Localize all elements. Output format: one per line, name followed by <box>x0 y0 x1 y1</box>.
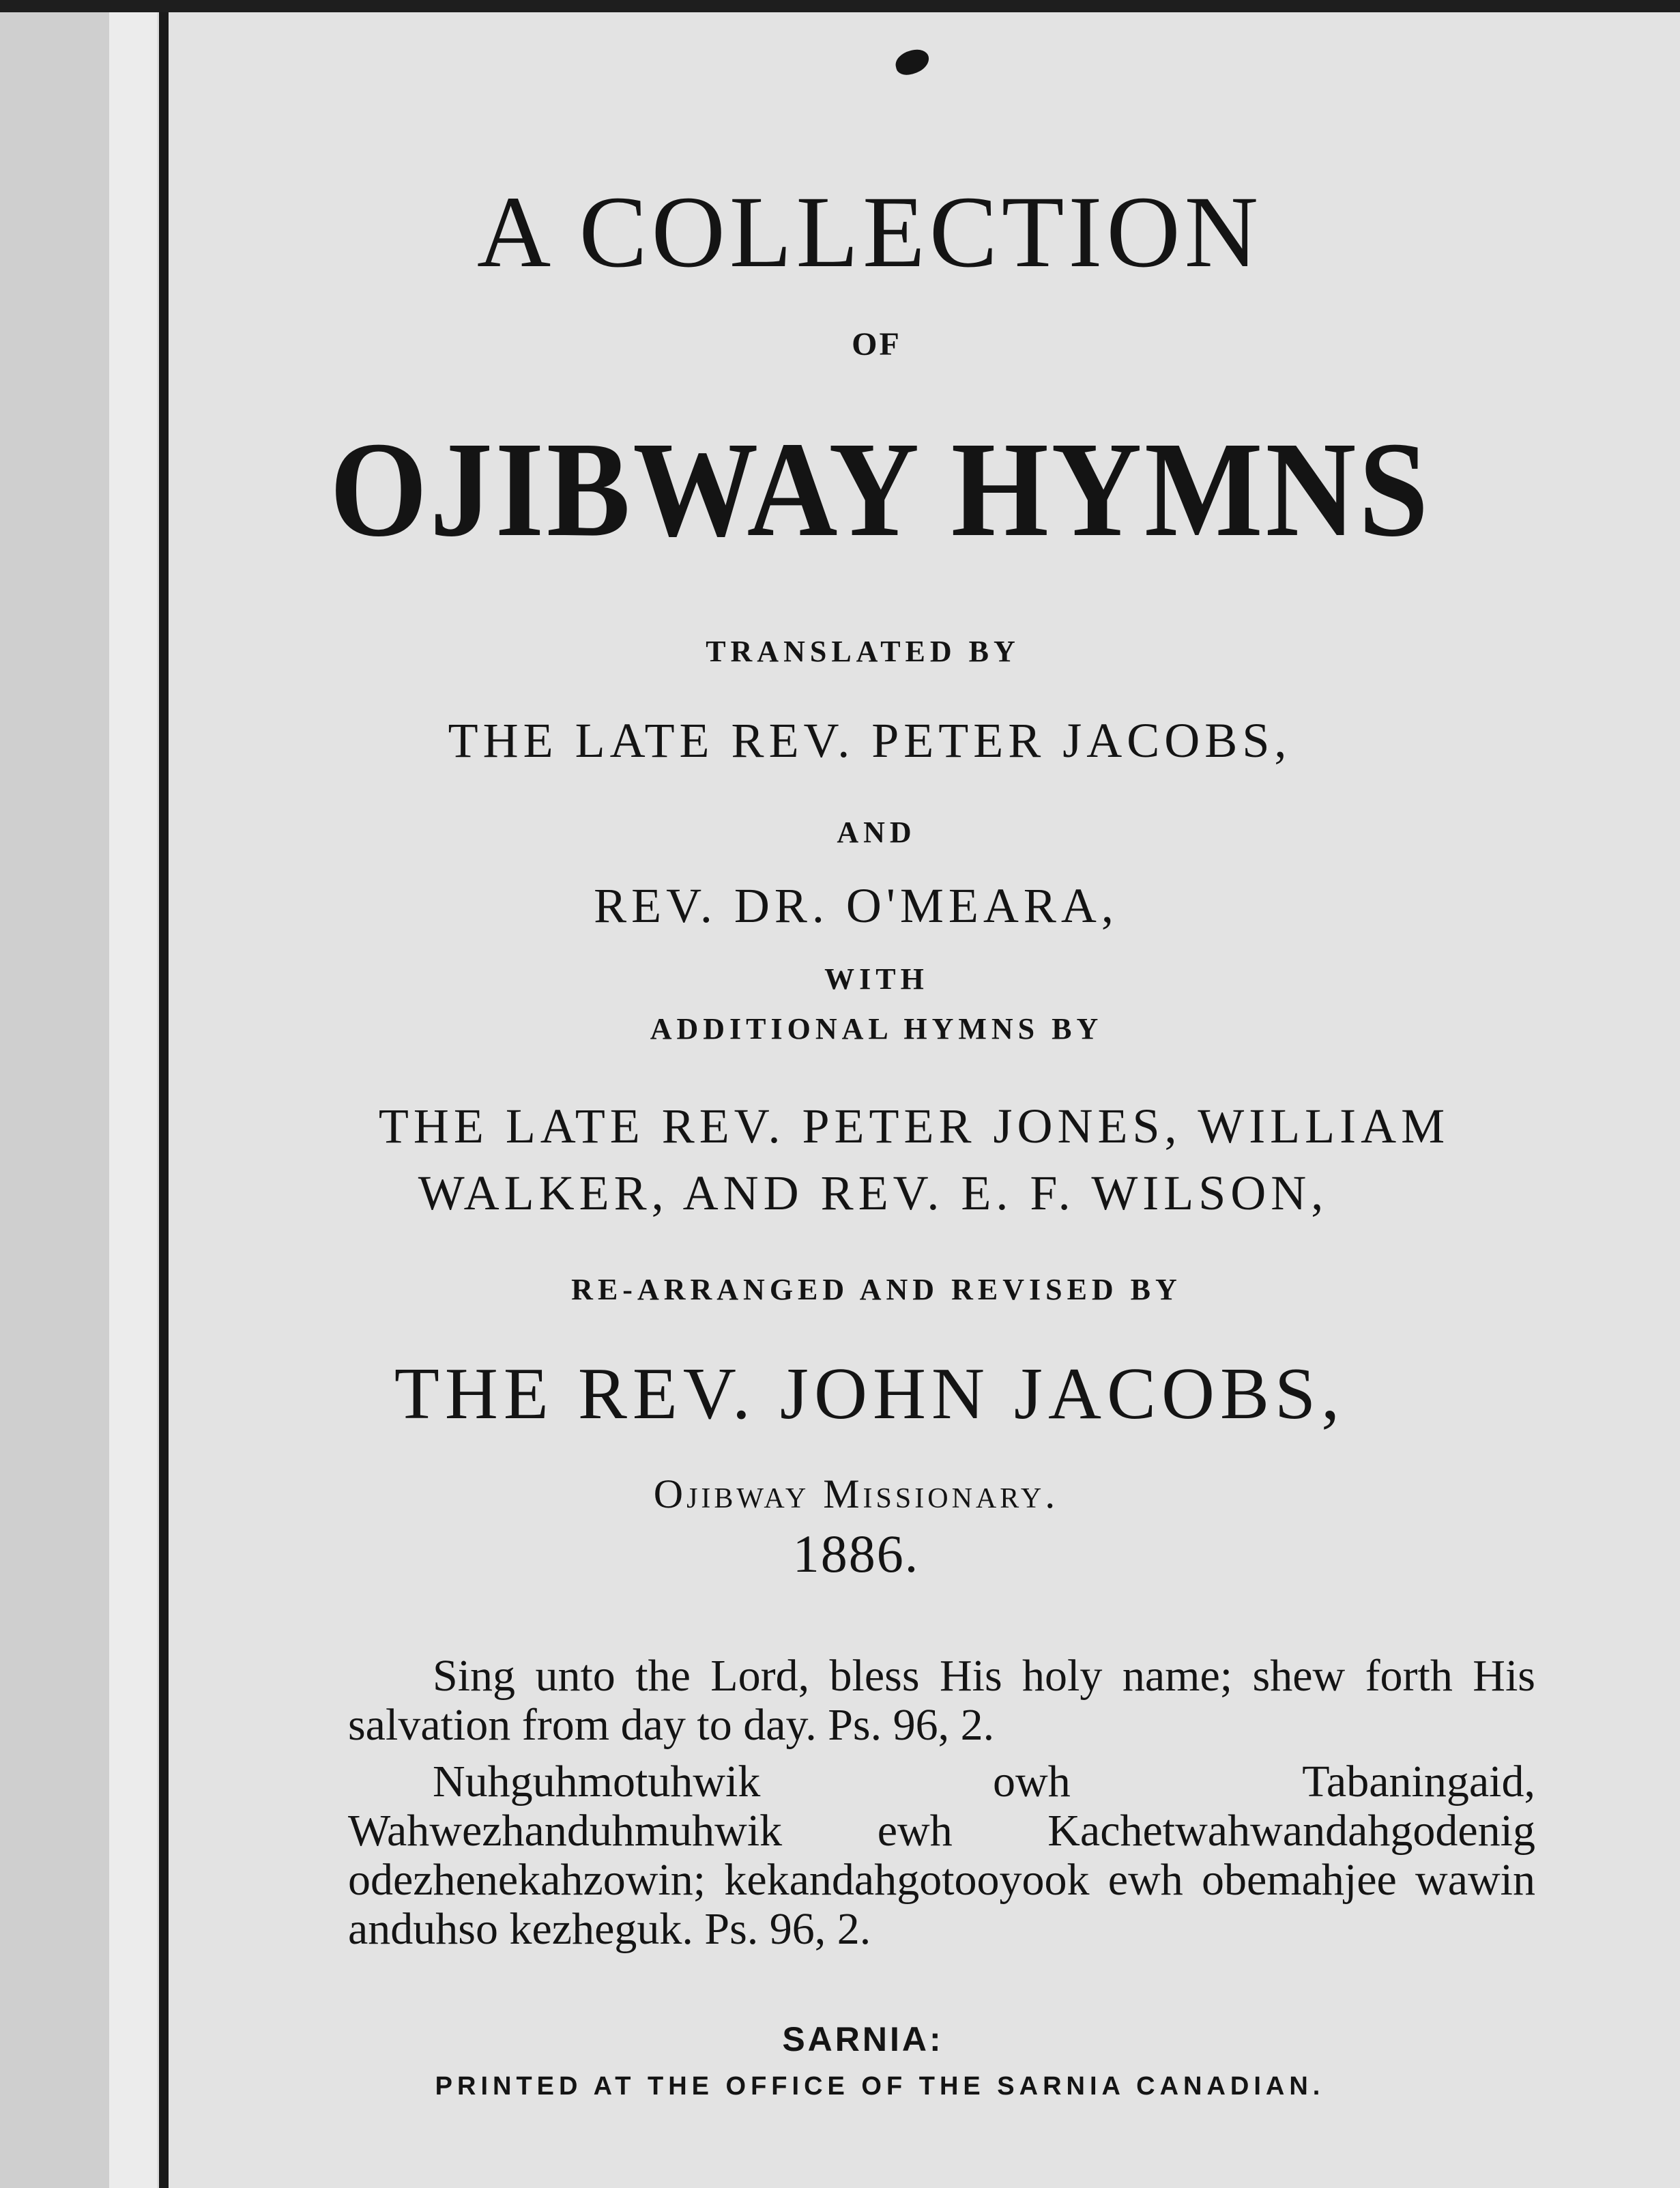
title-line-collection: A COLLECTION <box>476 175 1263 289</box>
translated-by-label: TRANSLATED BY <box>706 635 1020 668</box>
and-label: AND <box>837 816 916 849</box>
title-line-of: OF <box>852 326 901 362</box>
with-label: WITH <box>824 962 929 996</box>
contributors-line-1: THE LATE REV. PETER JONES, WILLIAM <box>378 1099 1450 1153</box>
additional-hymns-label: ADDITIONAL HYMNS BY <box>650 1012 1103 1046</box>
epigraph-ojibway: Nuhguhmotuhwik owh Tabaningaid, Wahwezhanduhmuhwik ewh Kachetwahwandahgodenig odezhenekahzowin; kekandahgotooyook ewh obemahjee wawin anduhso kezheguk. Ps. 96, 2. <box>348 1757 1535 1954</box>
rearranged-by-label: RE-ARRANGED AND REVISED BY <box>571 1273 1182 1306</box>
contributors-line-2: WALKER, AND REV. E. F. WILSON, <box>418 1166 1329 1220</box>
epigraph-english: Sing unto the Lord, bless His holy name; shew forth His salvation from day to day. Ps. 96, 2. <box>348 1651 1535 1750</box>
translator-peter-jacobs: THE LATE REV. PETER JACOBS, <box>448 713 1292 768</box>
publication-year: 1886. <box>792 1524 920 1583</box>
scan-top-shadow <box>0 0 1680 12</box>
reviser-title: Ojibway Missionary. <box>653 1471 1059 1516</box>
imprint-printer: PRINTED AT THE OFFICE OF THE SARNIA CANADIAN. <box>435 2072 1325 2101</box>
main-title: OJIBWAY HYMNS <box>330 414 1432 565</box>
binding-gutter <box>109 0 157 2188</box>
facing-page-edge <box>0 0 109 2188</box>
imprint-place: SARNIA: <box>782 2020 944 2058</box>
translator-omeara: REV. DR. O'MEARA, <box>594 878 1118 933</box>
reviser-name: THE REV. JOHN JACOBS, <box>394 1353 1346 1435</box>
binding-edge-rule <box>159 0 169 2188</box>
